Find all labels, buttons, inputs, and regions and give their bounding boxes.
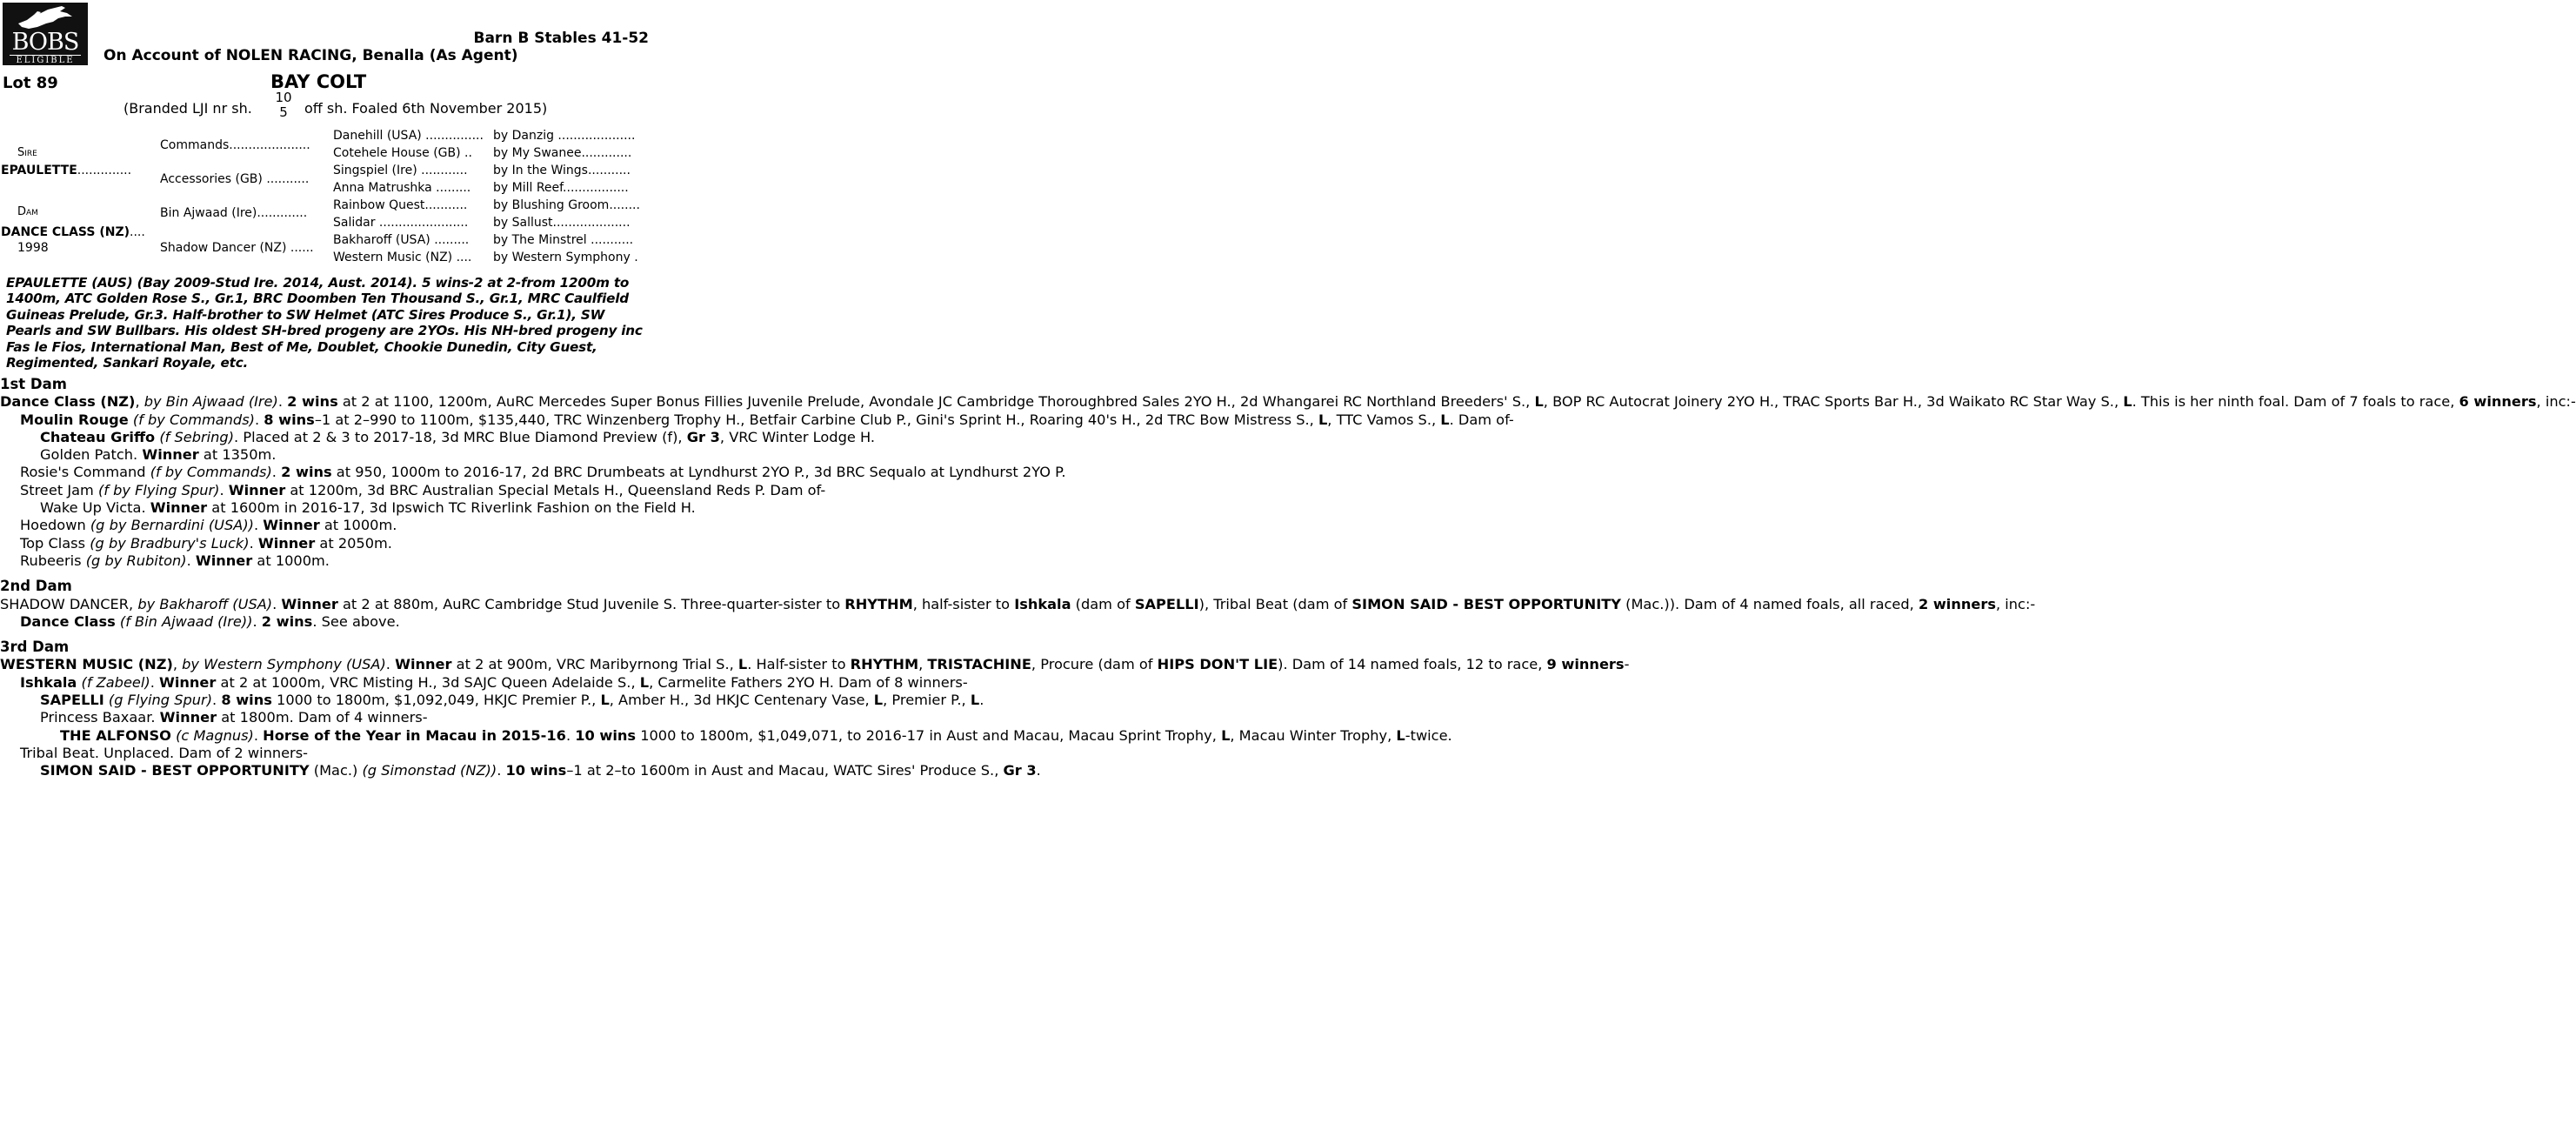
text: at 2 at 880m, AuRC Cambridge Stud Juvenile S. Three-quarter-sister to — [337, 595, 845, 612]
rosies-command-entry — [0, 464, 1066, 481]
third-dam-heading: 3rd Dam — [0, 639, 70, 656]
ggp-7: Bakharoff (USA) ......... — [333, 233, 470, 247]
logo-line2: ELIGIBLE — [10, 55, 81, 65]
listed: L — [1440, 411, 1450, 428]
text: , Macau Winter Trophy, — [1230, 726, 1397, 744]
listed: L — [1396, 726, 1405, 744]
top-class-entry — [0, 535, 652, 552]
text: at 950, 1000m to 2016-17, 2d BRC Drumbeats at Lyndhurst 2YO P., 3d BRC Sequalo at Lyndhurst 2YO P. — [331, 464, 1066, 481]
ishkala-entry — [0, 673, 968, 692]
second-dam-entry — [0, 595, 2036, 613]
wins: Winner — [158, 673, 217, 691]
wins: Winner — [395, 656, 452, 673]
wins: Winner — [257, 534, 316, 552]
wake-up-victa-entry — [0, 499, 696, 517]
gggp-5: by Blushing Groom........ — [493, 198, 640, 212]
ggp-3: Singspiel (Ire) ............ — [333, 164, 468, 177]
horse-name: SAPELLI — [40, 692, 104, 709]
chateau-griffo-entry — [0, 428, 875, 446]
horse-logo-icon — [15, 4, 76, 30]
text: . — [1036, 762, 1041, 779]
horse-name: SIMON SAID - BEST OPPORTUNITY — [40, 762, 310, 779]
brand-left: (Branded LJI nr sh. — [123, 100, 252, 117]
text: . — [219, 481, 229, 498]
princess-baxaar-entry — [0, 709, 652, 726]
text: at 1200m, 3d BRC Australian Special Metals H., Queensland Reds P. Dam of- — [285, 481, 826, 498]
dam-label: Dam — [17, 205, 38, 218]
text: . See above. — [312, 612, 400, 630]
text: 1000 to 1800m, $1,049,071, to 2016-17 in Aust and Macau, Macau Sprint Trophy, — [636, 726, 1222, 744]
text: , Procure (dam of — [1031, 656, 1158, 673]
horse-name: SAPELLI — [1134, 595, 1199, 612]
sire: (c Magnus) — [176, 726, 254, 744]
wins: 2 wins — [287, 393, 338, 411]
text: Street Jam — [20, 481, 98, 498]
lot-number: Lot 89 — [3, 74, 58, 92]
gggp-2: by My Swanee............. — [493, 146, 632, 160]
wins: 10 wins — [505, 762, 567, 779]
horse-name: Chateau Griffo — [40, 428, 156, 445]
text: . — [186, 552, 196, 569]
text: at 2050m. — [315, 534, 392, 552]
text: Top Class — [20, 534, 90, 552]
vendor-account: On Account of NOLEN RACING, Benalla (As Agent) — [103, 47, 518, 64]
text: (Mac.)). Dam of 4 named foals, all raced, — [1621, 595, 1919, 612]
rubeeris-entry — [0, 552, 652, 570]
wins: Winner — [281, 595, 338, 612]
text: 1000 to 1800m, $1,092,049, HKJC Premier P., — [271, 692, 601, 709]
street-jam-entry — [0, 481, 826, 499]
sire: (f by Commands) — [132, 411, 255, 428]
wins: Winner — [159, 709, 217, 726]
listed: L — [737, 656, 748, 673]
text: at 1350m. — [198, 446, 277, 464]
gggp-4: by Mill Reef................. — [493, 181, 629, 195]
horse-name: THE ALFONSO — [60, 726, 171, 744]
gggp-7: by The Minstrel ........... — [493, 233, 634, 247]
ggp-8: Western Music (NZ) .... — [333, 251, 472, 264]
ggp-1: Danehill (USA) ............... — [333, 129, 484, 143]
first-dam-sire: by Bin Ajwaad (Ire) — [143, 393, 278, 411]
ggp-6: Salidar ....................... — [333, 216, 469, 230]
dam-name: DANCE CLASS (NZ) — [1, 225, 130, 239]
text: Rubeeris — [20, 552, 86, 569]
text: . — [385, 656, 396, 673]
text: , inc:- — [1996, 595, 2036, 612]
dam-year: 1998 — [17, 241, 49, 255]
text: , Premier P., — [883, 692, 971, 709]
listed: L — [1534, 393, 1544, 411]
gggp-3: by In the Wings........... — [493, 164, 631, 177]
text: . — [249, 534, 258, 552]
simon-said-entry — [0, 762, 1041, 779]
text: . Dam of- — [1449, 411, 1514, 428]
text: . — [565, 726, 576, 744]
sire-label: Sire — [17, 146, 37, 159]
text: Hoedown — [20, 517, 90, 534]
wins: Winner — [263, 517, 320, 534]
horse-name: RHYTHM — [850, 656, 919, 673]
listed: L — [639, 673, 650, 691]
text: - — [1624, 656, 1630, 673]
sire-dots: .............. — [77, 164, 132, 177]
text: . This is her ninth foal. Dam of 7 foals to race, — [2132, 393, 2459, 411]
sire: (f Zabeel) — [81, 673, 150, 691]
horse-name: TRISTACHINE — [927, 656, 1031, 673]
text: . — [253, 726, 264, 744]
group: Gr 3 — [686, 428, 720, 445]
barn-location: Barn B Stables 41-52 — [473, 30, 649, 47]
grandsire: Commands..................... — [160, 138, 310, 152]
horse-name: HIPS DON'T LIE — [1157, 656, 1278, 673]
first-dam-heading: 1st Dam — [0, 376, 67, 392]
listed: L — [970, 692, 980, 709]
sire: (f by Flying Spur) — [97, 481, 220, 498]
text: , — [918, 656, 928, 673]
horse-name: RHYTHM — [844, 595, 913, 612]
sire: (g Simonstad (NZ)) — [362, 762, 497, 779]
foaling-info: off sh. Foaled 6th November 2015) — [304, 100, 548, 117]
wins: 8 wins — [221, 692, 272, 709]
brand-num-bottom: 5 — [279, 104, 288, 120]
gggp-8: by Western Symphony . — [493, 251, 638, 264]
text: at 2 at 1000m, VRC Misting H., 3d SAJC Queen Adelaide S., — [216, 673, 640, 691]
moulin-rouge-entry — [0, 411, 1514, 429]
text: . Half-sister to — [747, 656, 851, 673]
text: (dam of — [1071, 595, 1135, 612]
text: , Carmelite Fathers 2YO H. Dam of 8 winners- — [649, 673, 968, 691]
first-dam-name: Dance Class (NZ) — [0, 393, 136, 411]
text: . — [272, 595, 282, 612]
text: Golden Patch. — [40, 446, 143, 464]
ggp-5: Rainbow Quest........... — [333, 198, 468, 212]
text: . — [150, 673, 159, 691]
brand-fraction — [274, 90, 293, 120]
bobs-eligible-logo — [3, 3, 88, 65]
sire-notes: EPAULETTE (AUS) (Bay 2009-Stud Ire. 2014, Aust. 2014). 5 wins-2 at 2-from 1200m to 1400m, ATC Golden Rose S., Gr.1, BRC Doomben Ten Thousand S., Gr.1, MRC Caulfield Guineas Prelude, Gr.3. Half-brother to SW Helmet (ATC Sires Produce S., Gr.1), SW Pearls and SW Bullbars. His oldest SH-bred progeny are 2YOs. His NH-bred progeny inc Fas le Fios, International Man, Best of Me, Doublet, Chookie Dunedin, City Guest, Regimented, Sankari Royale, etc. — [6, 275, 643, 371]
sire-row — [1, 164, 131, 177]
granddam-sire-side: Accessories (GB) ........... — [160, 172, 310, 186]
text: –1 at 2–to 1600m in Aust and Macau, WATC Sires' Produce S., — [566, 762, 1004, 779]
spacer — [0, 570, 652, 578]
text: , TTC Vamos S., — [1327, 411, 1441, 428]
spacer — [0, 631, 652, 639]
horse-name: Ishkala — [20, 673, 77, 691]
ggp-4: Anna Matrushka ......... — [333, 181, 471, 195]
listed: L — [600, 692, 610, 709]
text: , half-sister to — [912, 595, 1015, 612]
tribal-beat-entry — [0, 745, 652, 762]
lot-title: BAY COLT — [270, 71, 367, 92]
winners: 2 winners — [1918, 595, 1996, 612]
dance-class-entry — [0, 613, 652, 631]
wins: Winner — [142, 446, 199, 464]
wins: Winner — [150, 499, 208, 517]
text: SHADOW DANCER, — [0, 595, 138, 612]
text: ). Dam of 14 named foals, 12 to race, — [1278, 656, 1547, 673]
sire: (g by Bernardini (USA)) — [90, 517, 254, 534]
ggp-2: Cotehele House (GB) .. — [333, 146, 472, 160]
wins: 8 wins — [264, 411, 315, 428]
text: ), Tribal Beat (dam of — [1198, 595, 1352, 612]
damsire: Bin Ajwaad (Ire)............. — [160, 206, 308, 220]
text: –1 at 2–990 to 1100m, $135,440, TRC Winzenberg Trophy H., Betfair Carbine Club P., Gini's Sprint H., Roaring 40's H., 2d TRC Bow Mistress S., — [314, 411, 1318, 428]
winners: 6 winners — [2459, 393, 2537, 411]
second-dam: Shadow Dancer (NZ) ...... — [160, 241, 314, 255]
wins: Winner — [195, 552, 253, 569]
listed: L — [2123, 393, 2132, 411]
sire: (f Sebring) — [159, 428, 235, 445]
horse-name: WESTERN MUSIC (NZ) — [0, 656, 173, 673]
award: Horse of the Year in Macau in 2015-16 — [263, 726, 566, 744]
wins: 10 wins — [575, 726, 637, 744]
dam-dots: .... — [130, 225, 145, 239]
the-alfonso-entry — [0, 726, 1452, 745]
sire: by Bakharoff (USA) — [137, 595, 273, 612]
text: , Amber H., 3d HKJC Centenary Vase, — [609, 692, 874, 709]
text: -twice. — [1405, 726, 1452, 744]
listed: L — [873, 692, 884, 709]
sire: by Western Symphony (USA) — [182, 656, 386, 673]
sire: (f by Commands) — [150, 464, 272, 481]
text: , BOP RC Autocrat Joinery 2YO H., TRAC Sports Bar H., 3d Waikato RC Star Way S., — [1543, 393, 2124, 411]
sire: (f Bin Ajwaad (Ire)) — [119, 612, 253, 630]
catalogue-body — [0, 376, 2576, 780]
sire: (g Flying Spur) — [108, 692, 213, 709]
text: Wake Up Victa. — [40, 499, 150, 517]
wins: Winner — [228, 481, 286, 498]
golden-patch-entry — [0, 446, 652, 464]
sapelli-entry — [0, 692, 984, 709]
text: Princess Baxaar. — [40, 709, 160, 726]
text: . Placed at 2 & 3 to 2017-18, 3d MRC Blue Diamond Preview (f), — [234, 428, 687, 445]
text: at 1000m. — [252, 552, 330, 569]
text: Rosie's Command — [20, 464, 150, 481]
horse-name: Moulin Rouge — [20, 411, 129, 428]
text: at 1600m in 2016-17, 3d Ipswich TC Riverlink Fashion on the Field H. — [207, 499, 696, 517]
text: at 2 at 900m, VRC Maribyrnong Trial S., — [451, 656, 738, 673]
text: . — [271, 464, 282, 481]
horse-name: Ishkala — [1014, 595, 1071, 612]
dam-row — [1, 225, 145, 239]
group: Gr 3 — [1003, 762, 1037, 779]
text: . — [979, 692, 984, 709]
wins: 2 wins — [281, 464, 332, 481]
text: , — [172, 656, 183, 673]
wins: 2 wins — [261, 612, 313, 630]
winners: 9 winners — [1546, 656, 1625, 673]
horse-name: Dance Class — [20, 612, 116, 630]
first-dam-entry: Dance Class (NZ), by Bin Ajwaad (Ire). 2 wins at 2 at 1100, 1200m, AuRC Mercedes Super Bonus Fillies Juvenile Prelude, Avondale JC Cambridge Thoroughbred Sales 2YO H., 2d Whangarei RC Northland Breeders' S., L, BOP RC Autocrat Joinery 2YO H., TRAC Sports Bar H., 3d Waikato RC Star Way S., L. This is her ninth foal. Dam of 7 foals to race, 6 winners, inc:- — [0, 393, 2576, 411]
text: , VRC Winter Lodge H. — [719, 428, 875, 445]
horse-name: SIMON SAID - BEST OPPORTUNITY — [1351, 595, 1621, 612]
brand-num-top: 10 — [275, 90, 292, 105]
sire: (g by Rubiton) — [85, 552, 187, 569]
gggp-1: by Danzig .................... — [493, 129, 636, 143]
sire: (g by Bradbury's Luck) — [90, 534, 250, 552]
gggp-6: by Sallust.................... — [493, 216, 631, 230]
text: at 1800m. Dam of 4 winners- — [217, 709, 428, 726]
text: Tribal Beat. Unplaced. Dam of 2 winners- — [20, 744, 308, 761]
text: . — [277, 393, 288, 411]
third-dam-entry — [0, 656, 1630, 673]
sire-name: EPAULETTE — [1, 164, 77, 177]
listed: L — [1318, 411, 1328, 428]
second-dam-heading: 2nd Dam — [0, 578, 72, 595]
text: . — [252, 612, 262, 630]
hoedown-entry — [0, 517, 652, 534]
text: , inc:- — [2536, 393, 2576, 411]
text: at 1000m. — [319, 517, 397, 534]
listed: L — [1221, 726, 1231, 744]
logo-line1: BOBS — [11, 29, 79, 56]
text: at 2 at 1100, 1200m, AuRC Mercedes Super Bonus Fillies Juvenile Prelude, Avondale JC Cambridge Thoroughbred Sales 2YO H., 2d Whangarei RC Northland Breeders' S., — [337, 393, 1535, 411]
text: (Mac.) — [309, 762, 363, 779]
text: . — [254, 411, 264, 428]
text: . — [497, 762, 506, 779]
text: . — [253, 517, 264, 534]
text: . — [212, 692, 222, 709]
